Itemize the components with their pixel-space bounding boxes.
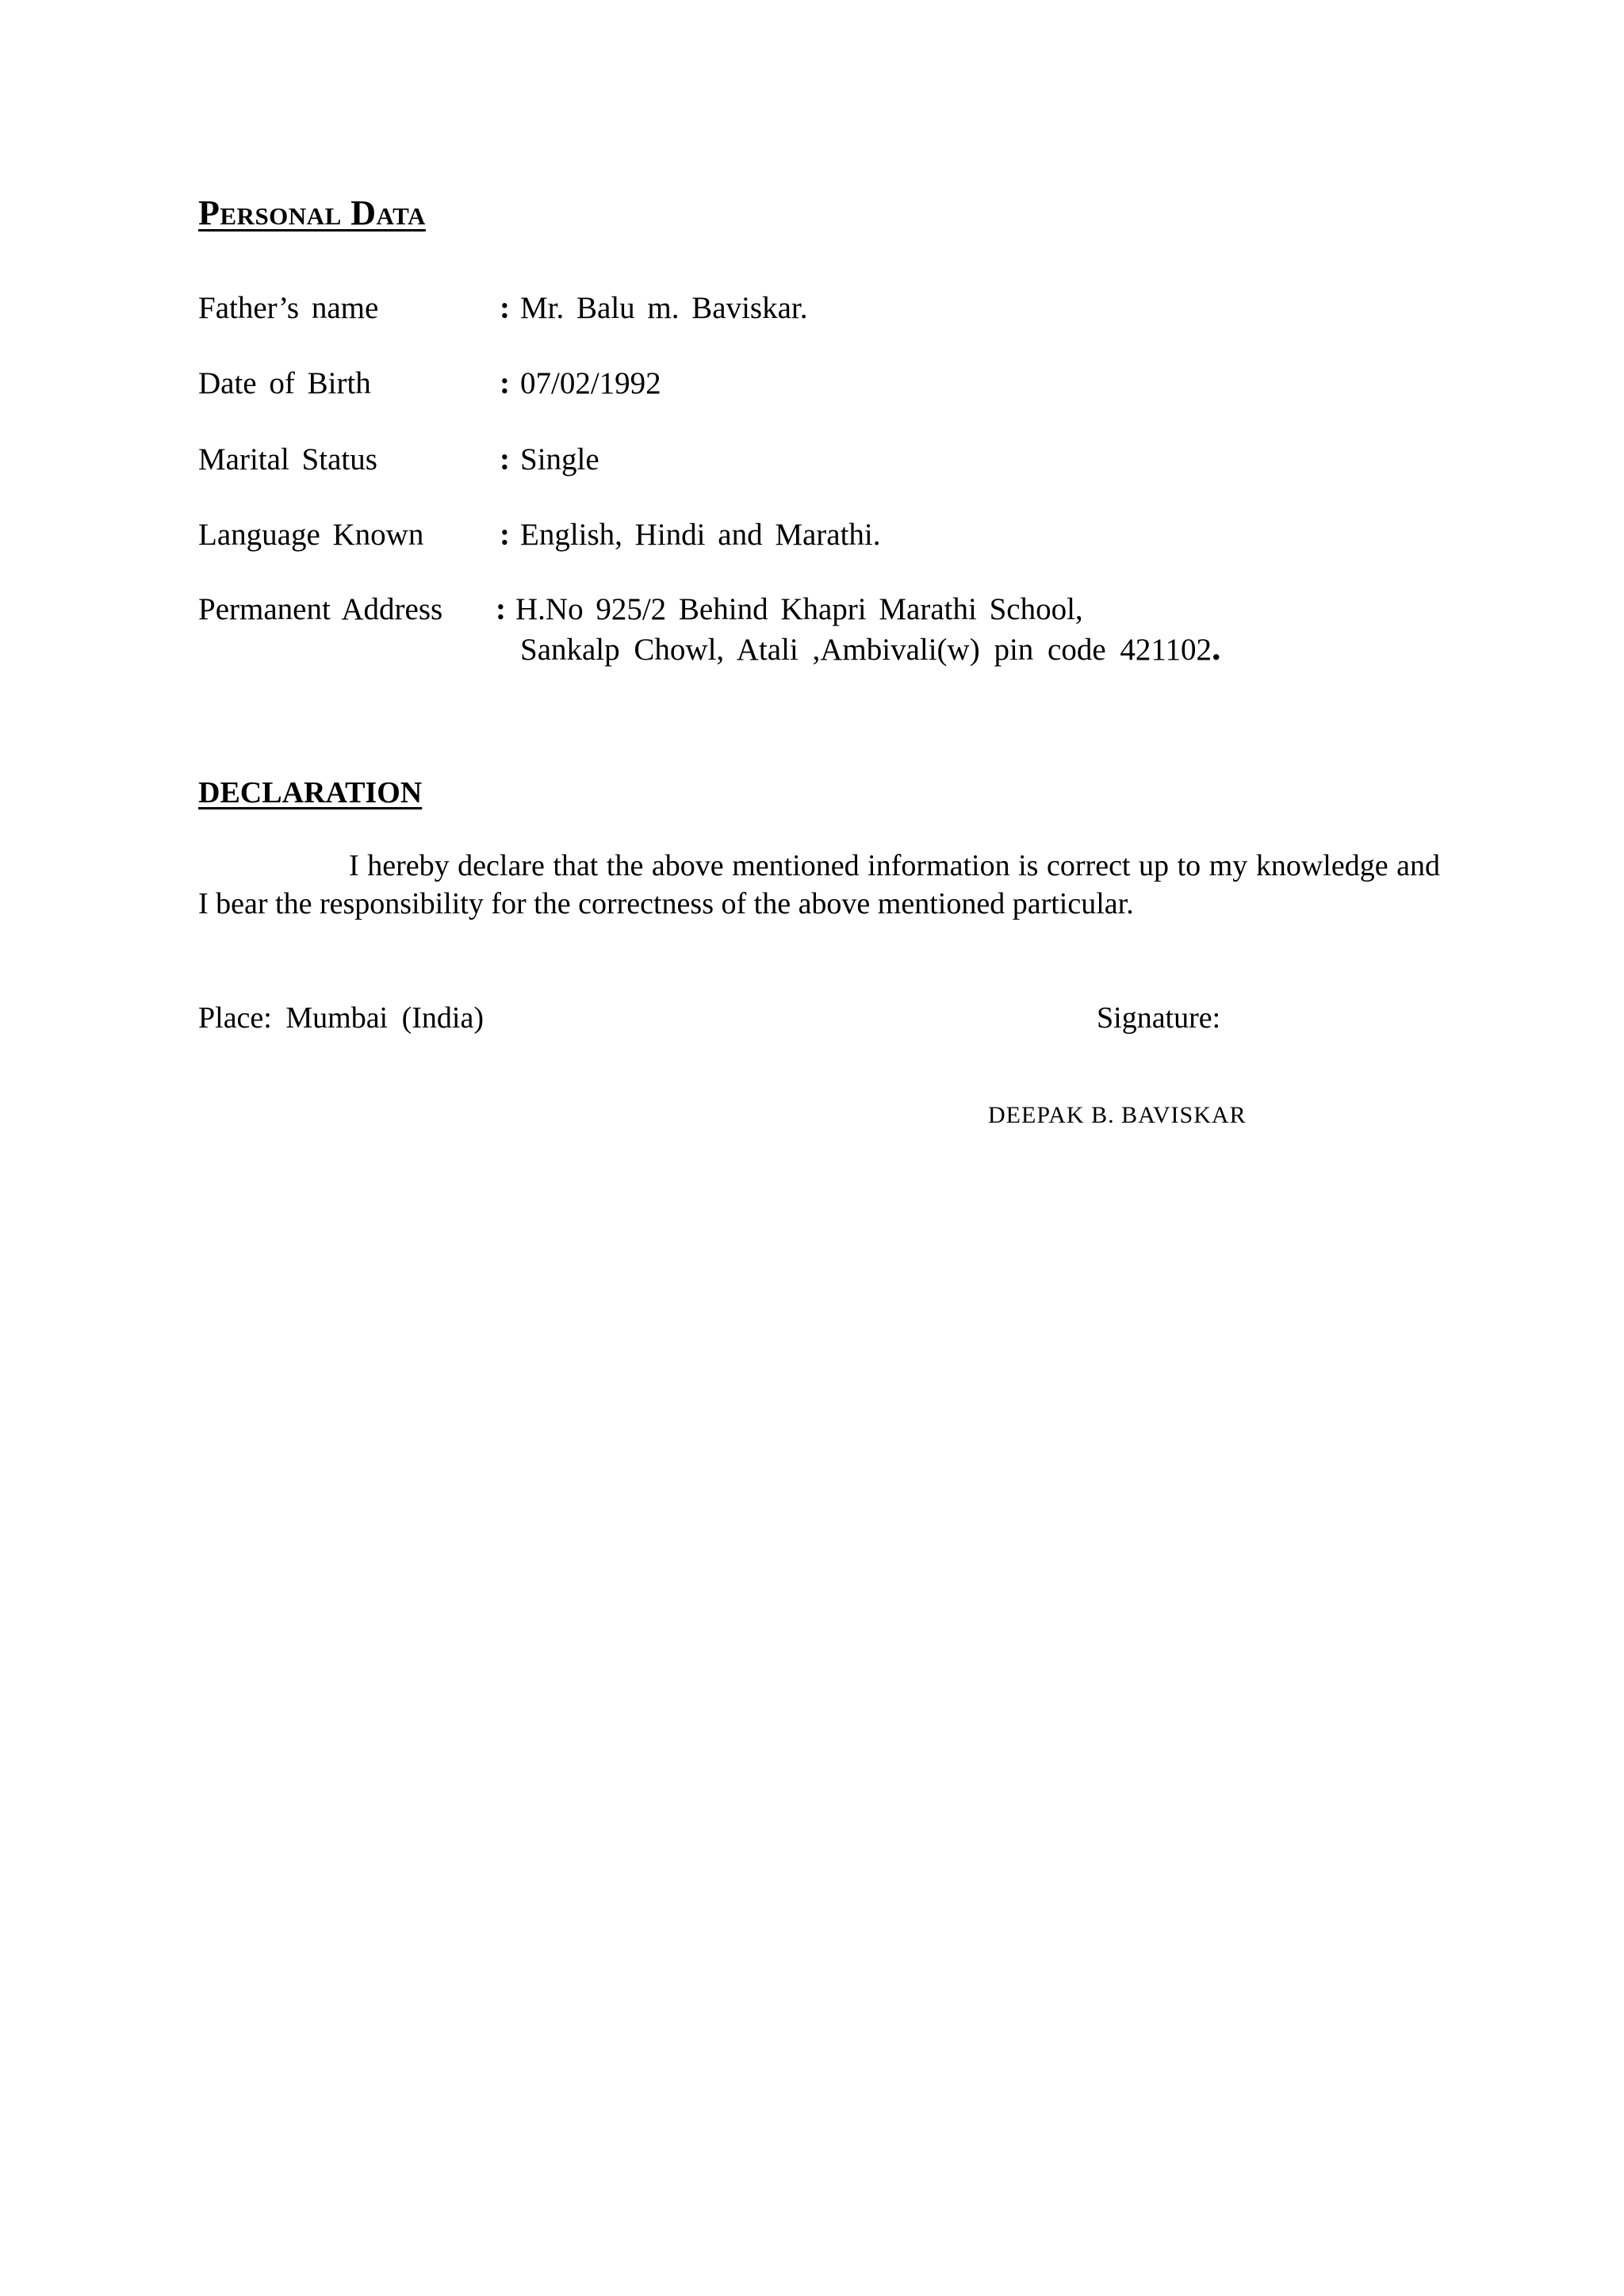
address-line-1: H.No 925/2 Behind Khapri Marathi School, [515,592,1083,626]
declaration-heading: DECLARATION [198,776,423,809]
field-separator: : [500,291,510,325]
signature-label: Signature: [1097,1001,1221,1035]
field-value: English, Hindi and Marathi. [520,518,881,552]
address-line-2 [520,629,1220,669]
field-label: Permanent Address [198,592,443,626]
address-line-2-text: Sankalp Chowl, Atali ,Ambivali(w) pin code 421102 [520,633,1212,667]
field-separator: : [500,366,510,400]
field-label: Date of Birth [198,366,371,400]
address-end-period: . [1211,627,1221,668]
field-label: Marital Status [198,442,377,476]
field-value: 07/02/1992 [520,366,661,400]
field-value: Single [520,442,599,476]
place-line: Place: Mumbai (India) [198,1001,485,1035]
field-separator: : [500,442,510,476]
signatory-name: DEEPAK B. BAVISKAR [988,1102,1247,1128]
field-separator: : [496,592,506,626]
field-label: Language Known [198,518,424,552]
field-value: Mr. Balu m. Baviskar. [520,291,808,325]
declaration-text: I hereby declare that the above mentioned information is correct up to my knowledge and I bear the responsibility for the correctness of the above mentioned particular. [198,849,1440,920]
field-separator: : [500,518,510,552]
personal-data-heading: Personal Data [198,193,426,232]
field-label: Father’s name [198,291,379,325]
